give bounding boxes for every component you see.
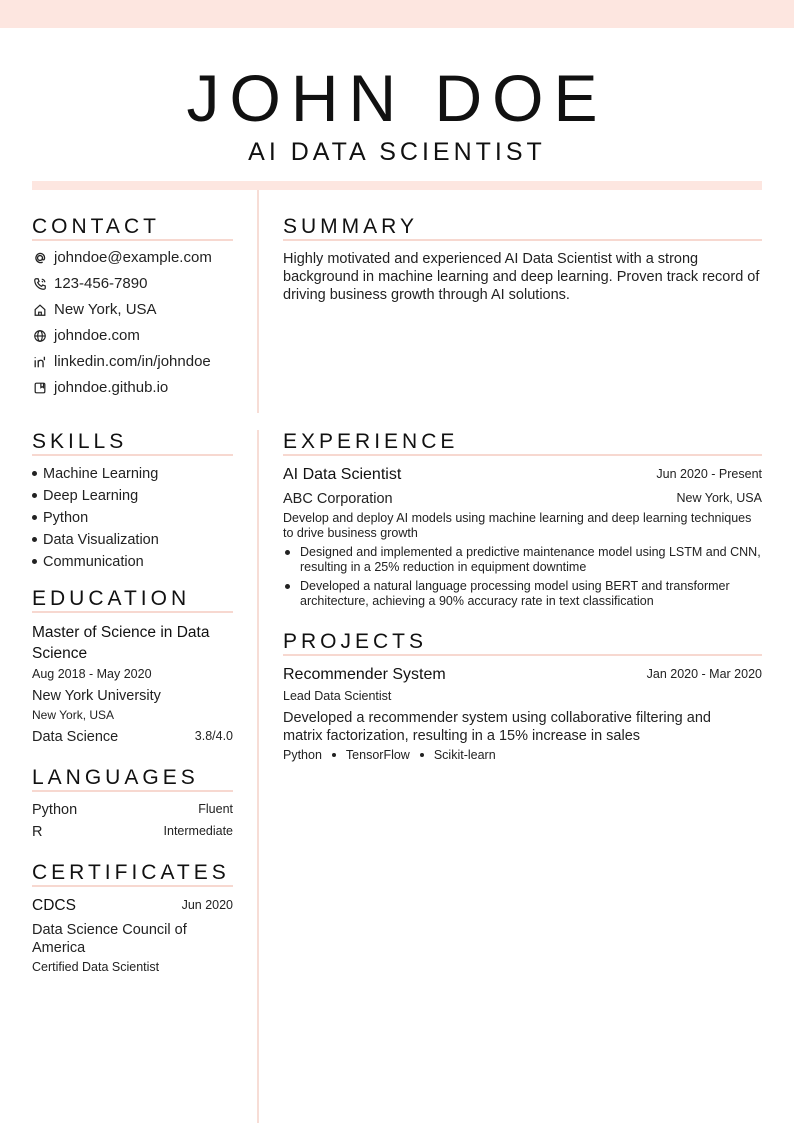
project-tag: Scikit-learn xyxy=(433,748,496,762)
column-divider-top xyxy=(257,190,259,413)
contact-heading-rule xyxy=(32,239,233,241)
certificate-title: Certified Data Scientist xyxy=(32,960,160,974)
contact-email-text: johndoe@example.com xyxy=(54,249,212,266)
contact-location xyxy=(32,300,157,320)
project-description: Developed a recommender system using collaborative filtering and matrix factorization, resulting in a 15% increase in sales xyxy=(283,710,711,744)
skill-item: Python xyxy=(32,509,88,527)
contact-phone-text: 123-456-7890 xyxy=(54,275,148,292)
education-heading: EDUCATION xyxy=(32,587,191,610)
education-field: Data Science xyxy=(32,729,119,745)
project-name: Recommender System xyxy=(283,666,446,683)
projects-heading: PROJECTS xyxy=(283,630,428,653)
contact-linkedin[interactable] xyxy=(32,352,211,372)
experience-role: AI Data Scientist xyxy=(283,466,402,483)
skill-item: Data Visualization xyxy=(32,531,159,549)
tag-separator xyxy=(332,753,336,757)
language-level: Intermediate xyxy=(163,824,233,838)
contact-location-text: New York, USA xyxy=(54,301,157,318)
home-icon xyxy=(32,303,47,318)
certificates-heading: CERTIFICATES xyxy=(32,861,230,884)
experience-bullet: Developed a natural language processing model using BERT and transformer architecture, achieving a 90% accuracy rate in text classification xyxy=(283,579,761,609)
summary-heading: SUMMARY xyxy=(283,215,418,238)
education-heading-rule xyxy=(32,611,233,613)
project-tag: TensorFlow xyxy=(345,748,410,762)
certificate-date: Jun 2020 xyxy=(181,898,233,912)
skill-item: Communication xyxy=(32,553,144,571)
summary-text: Highly motivated and experienced AI Data Scientist with a strong background in machine learning and deep learning. Proven track record of driving business growth through AI solutions. xyxy=(283,251,760,303)
header-divider xyxy=(32,181,762,190)
projects-heading-rule xyxy=(283,654,762,656)
contact-linkedin-text: linkedin.com/in/johndoe xyxy=(54,353,211,370)
experience-company: ABC Corporation xyxy=(283,491,393,507)
project-tags xyxy=(283,747,496,763)
certificate-issuer: Data Science Council of America xyxy=(32,922,187,956)
experience-heading: EXPERIENCE xyxy=(283,430,459,453)
experience-bullet: Designed and implemented a predictive maintenance model using LSTM and CNN, resulting in a 25% reduction in equipment downtime xyxy=(283,545,761,575)
education-location: New York, USA xyxy=(32,708,115,722)
tag-separator xyxy=(420,753,424,757)
contact-phone[interactable] xyxy=(32,274,147,294)
experience-dates: Jun 2020 - Present xyxy=(656,467,762,481)
contact-github[interactable] xyxy=(32,378,168,398)
language-name: R xyxy=(32,824,43,840)
project-tag: Python xyxy=(283,748,322,762)
candidate-name: JOHN DOE xyxy=(186,61,608,135)
job-title: AI DATA SCIENTIST xyxy=(248,138,546,166)
project-dates: Jan 2020 - Mar 2020 xyxy=(646,667,762,681)
contact-heading: CONTACT xyxy=(32,215,160,238)
column-divider-bottom xyxy=(257,430,259,1123)
contact-website-text: johndoe.com xyxy=(54,327,140,344)
contact-github-text: johndoe.github.io xyxy=(54,379,169,396)
language-level: Fluent xyxy=(198,802,233,816)
certificates-heading-rule xyxy=(32,885,233,887)
contact-website[interactable] xyxy=(32,326,140,346)
globe-icon xyxy=(32,329,47,344)
education-gpa: 3.8/4.0 xyxy=(194,729,233,743)
education-school: New York University xyxy=(32,688,161,704)
phone-icon xyxy=(32,277,47,292)
github-icon xyxy=(32,381,47,396)
project-role: Lead Data Scientist xyxy=(283,689,392,703)
education-dates: Aug 2018 - May 2020 xyxy=(32,667,152,681)
contact-email[interactable] xyxy=(32,248,212,268)
skill-item: Deep Learning xyxy=(32,487,138,505)
certificate-name: CDCS xyxy=(32,897,76,914)
education-degree: Master of Science in Data Science xyxy=(32,624,210,662)
at-icon xyxy=(32,251,47,266)
experience-heading-rule xyxy=(283,454,762,456)
summary-heading-rule xyxy=(283,239,762,241)
experience-description: Develop and deploy AI models using machine learning and deep learning techniques to drive business growth xyxy=(283,511,752,540)
skills-heading: SKILLS xyxy=(32,430,128,453)
languages-heading: LANGUAGES xyxy=(32,766,199,789)
experience-location: New York, USA xyxy=(676,491,762,505)
linkedin-icon xyxy=(32,355,47,370)
skills-heading-rule xyxy=(32,454,233,456)
languages-heading-rule xyxy=(32,790,233,792)
language-name: Python xyxy=(32,802,78,818)
skill-item: Machine Learning xyxy=(32,465,158,483)
top-accent-band xyxy=(0,0,794,28)
